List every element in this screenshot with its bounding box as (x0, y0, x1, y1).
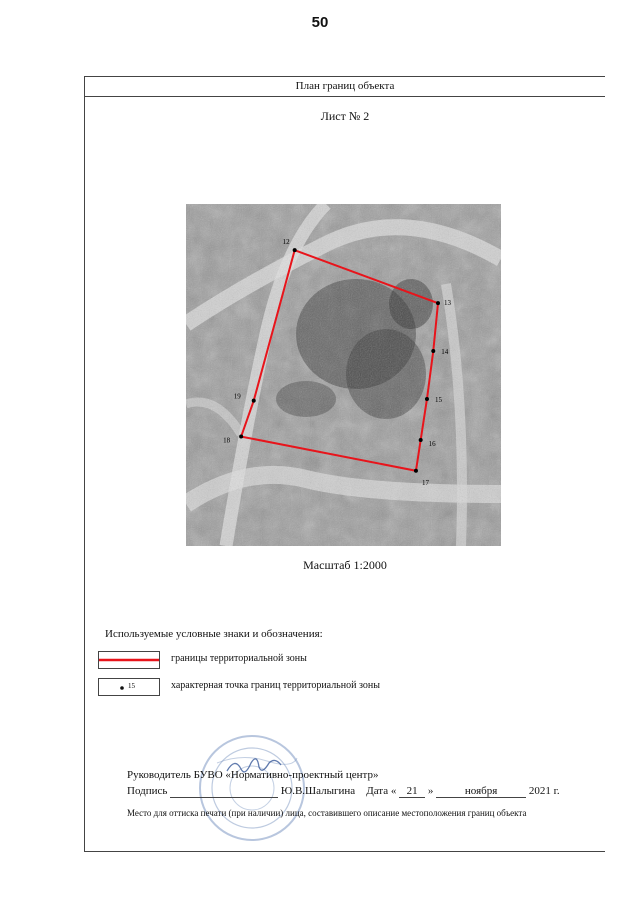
boundary-point-label-16: 16 (428, 439, 436, 448)
boundary-point-label-18: 18 (223, 436, 231, 445)
date-mid: » (427, 785, 434, 797)
signature-row (127, 785, 560, 798)
sign-label: Подпись (127, 785, 168, 797)
head-title: Руководитель БУВО «Нормативно-проектный центр» (127, 769, 379, 781)
legend-point-sample (98, 678, 160, 696)
date-year: 2021 г. (528, 785, 560, 797)
boundary-point-label-12: 12 (282, 238, 290, 247)
satellite-map (186, 204, 501, 546)
signer-name: Ю.В.Шалыгина (280, 785, 356, 797)
boundary-point-label-19: 19 (233, 392, 241, 401)
map-scale: Масштаб 1:2000 (303, 558, 387, 572)
legend-title: Используемые условные знаки и обозначения: (105, 628, 323, 640)
legend-point-number: 15 (128, 682, 135, 690)
legend-boundary-text: границы территориальной зоны (171, 653, 307, 664)
boundary-point-17 (414, 469, 418, 473)
legend-line-sample (98, 651, 160, 669)
date-month: ноября (436, 785, 526, 798)
boundary-point-19 (252, 399, 256, 403)
legend-point-text: характерная точка границ территориальной зоны (171, 680, 380, 691)
plan-title: План границ объекта (85, 77, 605, 97)
date-day: 21 (399, 785, 425, 798)
red-line-symbol (99, 652, 159, 668)
stamp-note: Место для оттиска печати (при наличии) лица, составившего описание местоположения границ объекта (127, 808, 527, 818)
boundary-point-13 (436, 301, 440, 305)
boundary-point-15 (425, 397, 429, 401)
boundary-point-label-15: 15 (434, 395, 442, 404)
boundary-point-18 (239, 435, 243, 439)
boundary-point-16 (419, 438, 423, 442)
boundary-point-label-13: 13 (444, 299, 451, 308)
boundary-point-label-17: 17 (421, 478, 429, 487)
boundary-point-14 (431, 349, 435, 353)
boundary-point-label-14: 14 (441, 348, 449, 357)
date-label: Дата « (366, 785, 397, 797)
boundary-point-12 (293, 248, 297, 252)
page-number: 50 (311, 14, 329, 31)
sheet-number: Лист № 2 (320, 109, 370, 123)
point-symbol (99, 679, 159, 695)
plan-frame (84, 76, 605, 852)
